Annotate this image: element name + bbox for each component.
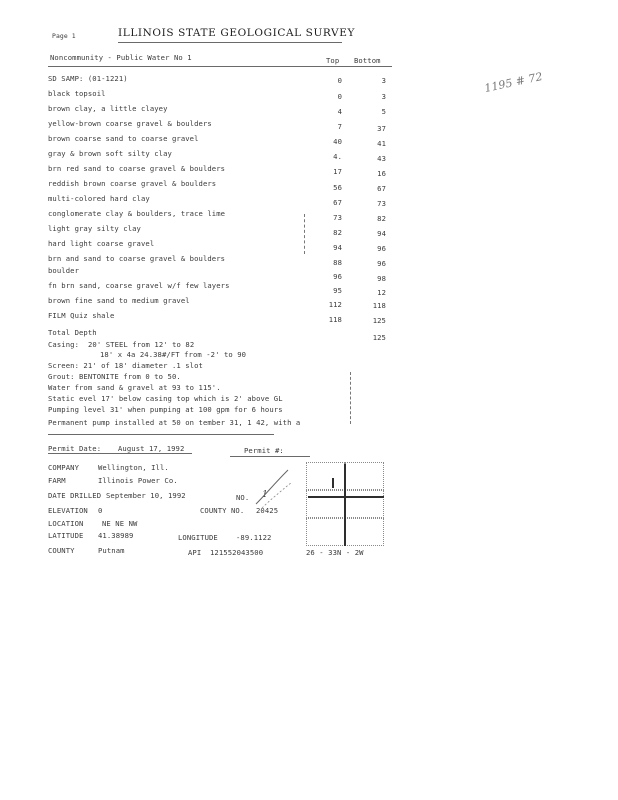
longitude-label: LONGITUDE	[178, 533, 218, 542]
note-pumping-level: Pumping level 31' when pumping at 100 gpm for 6 hours	[48, 405, 283, 414]
strata-desc-10: light gray silty clay	[48, 224, 141, 233]
column-bottom-header: Bottom	[354, 56, 381, 65]
strata-bottom-13: 98	[377, 274, 386, 283]
total-depth-value: 125	[372, 333, 386, 342]
title-underline	[118, 42, 342, 43]
grid-center-line	[308, 496, 384, 498]
well-no-label: NO.	[236, 493, 250, 502]
strata-bottom-6: 16	[377, 169, 386, 178]
strata-top-2: 4	[337, 107, 342, 116]
elevation-label: ELEVATION	[48, 506, 88, 515]
notes-divider	[48, 434, 274, 435]
strata-top-8: 67	[333, 198, 342, 207]
location-label: LOCATION	[48, 519, 84, 528]
scan-mark-2	[350, 372, 351, 424]
strata-desc-5: gray & brown soft silty clay	[48, 149, 172, 158]
section-location-grid	[306, 462, 384, 546]
strata-desc-6: brn red sand to coarse gravel & boulders	[48, 164, 226, 173]
strata-top-0: 0	[337, 76, 342, 85]
strata-top-10: 82	[333, 228, 342, 237]
casing-line-1: 20' STEEL from 12' to 82	[88, 340, 195, 349]
permit-number-underline	[230, 456, 310, 457]
strata-top-7: 56	[333, 183, 342, 192]
strata-bottom-16: 125	[372, 316, 386, 325]
strata-desc-8: multi-colored hard clay	[48, 194, 150, 203]
header-divider	[48, 66, 392, 67]
strata-desc-9: conglomerate clay & boulders, trace lime	[48, 209, 226, 218]
note-grout: Grout: BENTONITE from 0 to 50.	[48, 372, 181, 381]
elevation-value: 0	[98, 506, 103, 515]
latitude-label: LATITUDE	[48, 531, 84, 540]
strata-desc-13: boulder	[48, 266, 79, 275]
strata-desc-12: brn and sand to coarse gravel & boulders	[48, 254, 226, 263]
strata-desc-16: FILM Quiz shale	[48, 311, 115, 320]
column-top-header: Top	[326, 56, 340, 65]
township-range-value: 26 - 33N - 2W	[306, 548, 364, 557]
strata-bottom-0: 3	[381, 76, 386, 85]
strata-top-4: 40	[333, 137, 342, 146]
strata-desc-14: fn brn sand, coarse gravel w/f few layers	[48, 281, 230, 290]
strata-top-1: 0	[337, 92, 342, 101]
strata-bottom-12: 96	[377, 259, 386, 268]
strata-bottom-11: 96	[377, 244, 386, 253]
longitude-value: -89.1122	[236, 533, 272, 542]
strata-bottom-7: 67	[377, 184, 386, 193]
total-depth-label: Total Depth	[48, 328, 97, 337]
date-drilled-label: DATE DRILLED	[48, 491, 102, 500]
latitude-value: 41.38989	[98, 531, 134, 540]
handwritten-scribble	[252, 464, 296, 510]
county-no-label: COUNTY NO.	[200, 506, 245, 515]
note-permanent-pump: Permanent pump installed at 50 on tember 31, 1 42, with a	[48, 418, 301, 427]
strata-top-14: 95	[333, 286, 342, 295]
strata-bottom-8: 73	[377, 199, 386, 208]
well-location-mark	[332, 478, 334, 488]
page-label: Page 1	[52, 32, 76, 40]
strata-bottom-15: 118	[372, 301, 386, 310]
api-value: 121552043500	[210, 548, 264, 557]
strata-bottom-5: 43	[377, 154, 386, 163]
note-water: Water from sand & gravel at 93 to 115'.	[48, 383, 221, 392]
date-drilled-value: September 10, 1992	[106, 491, 186, 500]
strata-top-6: 17	[333, 167, 342, 176]
strata-top-15: 112	[328, 300, 342, 309]
strata-top-11: 94	[333, 243, 342, 252]
grid-cell	[345, 518, 384, 546]
strata-desc-3: yellow-brown coarse gravel & boulders	[48, 119, 212, 128]
strata-bottom-1: 3	[381, 92, 386, 101]
strata-bottom-10: 94	[377, 229, 386, 238]
strata-top-9: 73	[333, 213, 342, 222]
county-value: Putnam	[98, 546, 125, 555]
grid-center-line	[344, 464, 346, 546]
casing-label: Casing:	[48, 340, 79, 349]
api-label: API	[188, 548, 202, 557]
grid-cell	[306, 462, 345, 490]
casing-line-2: 18' x 4a 24.38#/FT from -2' to 90	[100, 350, 247, 359]
permit-number-label: Permit #:	[244, 446, 284, 455]
strata-top-12: 88	[333, 258, 342, 267]
well-type: Noncommunity - Public Water No 1	[50, 53, 192, 62]
permit-date-underline	[48, 453, 192, 454]
location-value: NE NE NW	[102, 519, 138, 528]
strata-top-3: 7	[337, 122, 342, 131]
permit-date-value: August 17, 1992	[118, 444, 185, 453]
survey-title: ILLINOIS STATE GEOLOGICAL SURVEY	[118, 27, 356, 39]
strata-desc-11: hard light coarse gravel	[48, 239, 155, 248]
strata-top-13: 96	[333, 272, 342, 281]
handwritten-margin-note: 1195 # 72	[483, 69, 544, 96]
county-no-value: 20425	[256, 506, 279, 515]
strata-desc-1: black topsoil	[48, 89, 106, 98]
grid-cell	[345, 462, 384, 490]
strata-bottom-9: 82	[377, 214, 386, 223]
strata-desc-2: brown clay, a little clayey	[48, 104, 168, 113]
strata-bottom-4: 41	[377, 139, 386, 148]
grid-cell	[306, 518, 345, 546]
strata-top-16: 118	[328, 315, 342, 324]
strata-desc-4: brown coarse sand to coarse gravel	[48, 134, 199, 143]
grid-cell	[306, 490, 345, 518]
scan-mark-1	[304, 214, 305, 254]
farm-value: Illinois Power Co.	[98, 476, 178, 485]
strata-bottom-2: 5	[381, 107, 386, 116]
note-static-level: Static evel 17' below casing top which is 2' above GL	[48, 394, 283, 403]
permit-date-label: Permit Date:	[48, 444, 102, 453]
strata-desc-0: SD SAMP: (01-1221)	[48, 74, 128, 83]
strata-top-5: 4.	[333, 152, 342, 161]
strata-bottom-3: 37	[377, 124, 386, 133]
county-label: COUNTY	[48, 546, 75, 555]
strata-bottom-14: 12	[377, 288, 386, 297]
company-label: COMPANY	[48, 463, 79, 472]
well-no-value: 1	[262, 490, 268, 500]
company-value: Wellington, Ill.	[98, 463, 169, 472]
strata-desc-7: reddish brown coarse gravel & boulders	[48, 179, 217, 188]
farm-label: FARM	[48, 476, 66, 485]
strata-desc-15: brown fine sand to medium gravel	[48, 296, 190, 305]
grid-cell	[345, 490, 384, 518]
note-screen: Screen: 21' of 18' diameter .1 slot	[48, 361, 203, 370]
